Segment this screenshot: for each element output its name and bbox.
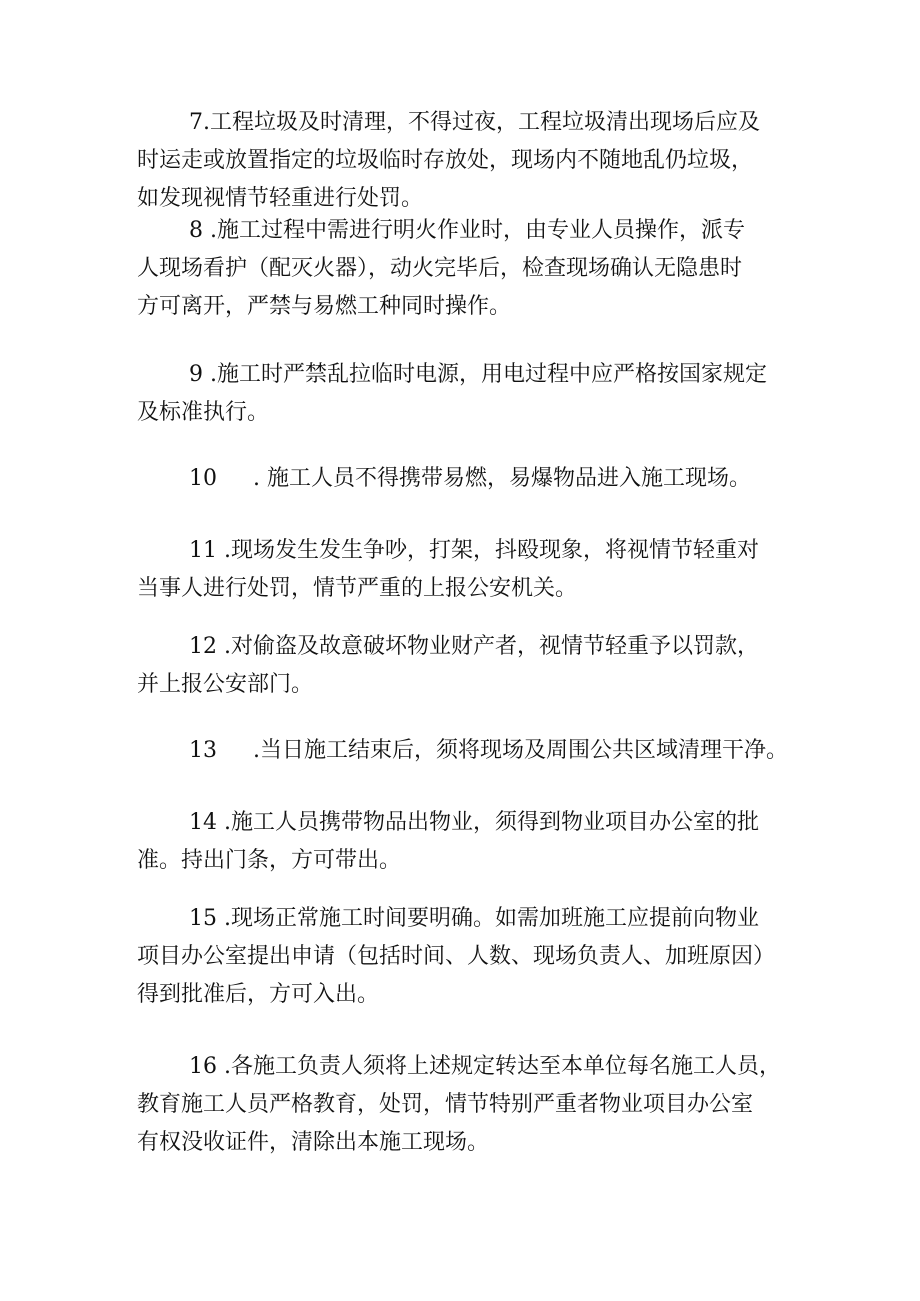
item-number: 13 [189,738,217,763]
paragraph-line: 及标准执行。 [137,400,270,425]
paragraph-item-7 [137,104,797,218]
paragraph-line: 准。持出门条，方可带出。 [137,848,402,873]
paragraph-line: 人现场看护（配灭火器），动火完毕后，检查现场确认无隐患时 [137,256,743,281]
item-text: . 施工人员不得携带易燃，易爆物品进入施工现场。 [253,466,751,491]
paragraph-item-12 [137,628,797,704]
paragraph-line: 11 .现场发生发生争吵，打架，抖殴现象，将视情节轻重对 [189,538,759,563]
paragraph-item-13 [137,732,797,770]
paragraph-line: 教育施工人员严格教育，处罚，情节特别严重者物业项目办公室 [137,1092,754,1117]
paragraph-line: 7.工程垃圾及时清理，不得过夜，工程垃圾清出现场后应及 [189,110,760,135]
paragraph-item-14 [137,804,797,880]
paragraph-line: 时运走或放置指定的垃圾临时存放处，现场内不随地乱仍垃圾， [137,148,754,173]
paragraph-item-9 [137,356,797,432]
paragraph-item-8 [137,212,797,326]
paragraph-line: 12 .对偷盗及故意破坏物业财产者，视情节轻重予以罚款， [189,634,759,659]
item-number: 10 [189,466,217,491]
paragraph-line: 并上报公安部门。 [137,672,314,697]
paragraph-item-16 [137,1048,797,1162]
paragraph-item-15 [137,900,797,1014]
paragraph-line: 8 .施工过程中需进行明火作业时，由专业人员操作，派专 [189,218,745,243]
paragraph-line: 有权没收证件，清除出本施工现场。 [137,1130,490,1155]
paragraph-line: 14 .施工人员携带物品出物业，须得到物业项目办公室的批 [189,810,759,835]
paragraph-line: 16 .各施工负责人须将上述规定转达至本单位每名施工人员， [189,1054,781,1079]
item-text: .当日施工结束后，须将现场及周围公共区域清理干净。 [253,738,788,763]
paragraph-line: 9 .施工时严禁乱拉临时电源，用电过程中应严格按国家规定 [189,362,767,387]
paragraph-line [137,732,797,770]
paragraph-line: 方可离开，严禁与易燃工种同时操作。 [137,294,512,319]
paragraph-item-10 [137,460,797,498]
paragraph-item-11 [137,532,797,608]
paragraph-line: 如发现视情节轻重进行处罚。 [137,186,424,211]
paragraph-line [137,460,797,498]
paragraph-line: 15 .现场正常施工时间要明确。如需加班施工应提前向物业 [189,906,759,931]
paragraph-line: 项目办公室提出申请（包括时间、人数、现场负责人、加班原因） [137,944,776,969]
paragraph-line: 得到批准后，方可入出。 [137,982,380,1007]
paragraph-line: 当事人进行处罚，情节严重的上报公安机关。 [137,576,578,601]
